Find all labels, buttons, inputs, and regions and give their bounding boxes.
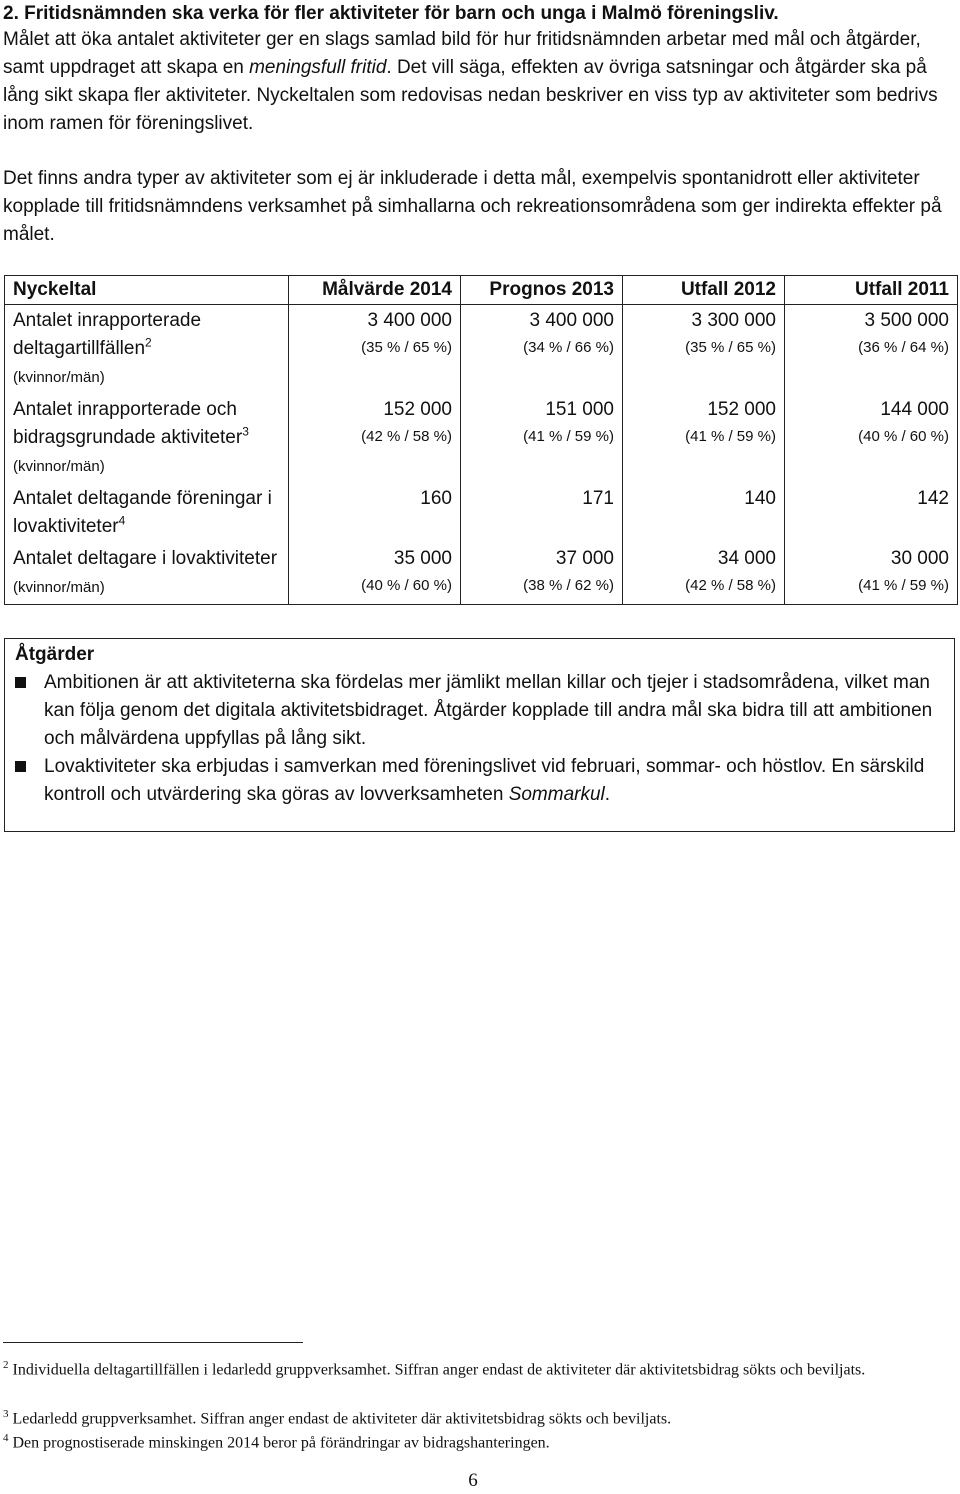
row-label-suffix: (kvinnor/män) [13,369,105,386]
row-label: Antalet deltagare i lovaktiviteter (kvinnor/män) [5,543,289,605]
row-label: Antalet inrapporterade deltagartillfällen$^2$ (kvinnor/män) [5,305,289,395]
table-cell: 37 000 (38 % / 62 %) [461,543,623,605]
table-cell: 151 000 (41 % / 59 %) [461,394,623,483]
column-header: Nyckeltal [5,276,289,305]
row-label-suffix: (kvinnor/män) [13,579,105,596]
list-item-text: Lovaktiviteter ska erbjudas i samverkan med föreningslivet vid februari, sommar- och höstlov. En särskild kontroll och utvärdering ska göras av lovverksamheten Sommarkul. [44,756,925,805]
table-cell: 152 000 (42 % / 58 %) [289,394,461,483]
square-bullet-icon [15,761,26,772]
footnote-ref: 2 [145,335,152,350]
table-cell: 35 000 (40 % / 60 %) [289,543,461,605]
square-bullet-icon [15,677,26,688]
table-cell: 171 [461,483,623,543]
table-row [5,543,958,605]
table-row [5,305,958,395]
footnote-text: Ledarledd gruppverksamhet. Siffran anger endast de aktiviteter där aktivitetsbidrag sökts och beviljats. [12,1410,672,1428]
row-label: Antalet inrapporterade och bidragsgrundade aktiviteter$^3$ (kvinnor/män) [5,394,289,483]
kpi-table [4,275,958,605]
table-cell: 140 [623,483,785,543]
table-cell: 3 300 000 (35 % / 65 %) [623,305,785,395]
column-header: Utfall 2011 [785,276,958,305]
table-cell: 3 400 000 (35 % / 65 %) [289,305,461,395]
section-heading: 2. Fritidsnämnden ska verka för fler aktiviteter för barn och unga i Malmö föreningsliv. [3,3,779,24]
page-number: 6 [468,1470,478,1491]
actions-box [4,638,955,832]
actions-title: Åtgärder [15,644,95,665]
row-label: Antalet deltagande föreningar i lovaktiviteter$^4$ [5,483,289,543]
footnote-number: 2 [3,1359,9,1371]
table-cell: 160 [289,483,461,543]
table-cell: 144 000 (40 % / 60 %) [785,394,958,483]
intro-text-italic: meningsfull fritid [249,57,387,78]
column-header: Utfall 2012 [623,276,785,305]
intro-paragraph [3,26,953,138]
column-header: Målvärde 2014 [289,276,461,305]
table-header-row [5,276,958,305]
list-item [15,753,945,809]
list-item [15,669,945,753]
footnote-text: Individuella deltagartillfällen i ledarledd gruppverksamhet. Siffran anger endast de aktiviteter där aktivitetsbidrag sökts och beviljats. [12,1361,866,1379]
table-cell: 34 000 (42 % / 58 %) [623,543,785,605]
footnote-text: Den prognostiserade minskingen 2014 beror på förändringar av bidragshanteringen. [12,1434,550,1452]
footnote [3,1426,943,1455]
table-row [5,483,958,543]
footnote-number: 4 [3,1432,9,1444]
table-cell: 142 [785,483,958,543]
table-cell: 3 500 000 (36 % / 64 %) [785,305,958,395]
footnote-divider [3,1342,303,1343]
context-paragraph: Det finns andra typer av aktiviteter som ej är inkluderade i detta mål, exempelvis spontanidrott eller aktiviteter kopplade till fritidsnämndens verksamhet på simhallarna och rekreationsområdena som ger indirekta effekter på målet. [3,168,942,245]
intro-text-start: Målet att öka antalet aktiviteter ger en slags samlad bild för hur fritidsnämnden arbetar med mål och åtgärder, samt uppdraget att skapa en [3,29,921,78]
list-item-text: Ambitionen är att aktiviteterna ska fördelas mer jämlikt mellan killar och tjejer i stadsområdena, vilket man kan följa genom det digitala aktivitetsbidraget. Åtgärder kopplade till andra mål ska bidra till att ambitionen och målvärdena uppfyllas på lång sikt. [44,672,933,749]
footnote-number: 3 [3,1408,9,1420]
column-header: Prognos 2013 [461,276,623,305]
footnote-ref: 4 [118,513,126,528]
footnote [3,1353,943,1382]
table-cell: 3 400 000 (34 % / 66 %) [461,305,623,395]
table-row [5,394,958,483]
intro-text-end: . Det vill säga, effekten av övriga satsningar och åtgärder ska på lång sikt skapa fler aktiviteter. Nyckeltalen som redovisas nedan beskriver en viss typ av aktiviteter som bedrivs inom ramen för föreningslivet. [3,57,938,134]
table-cell: 152 000 (41 % / 59 %) [623,394,785,483]
footnote-ref: 3 [242,424,249,439]
table-cell: 30 000 (41 % / 59 %) [785,543,958,605]
row-label-suffix: (kvinnor/män) [13,458,105,475]
